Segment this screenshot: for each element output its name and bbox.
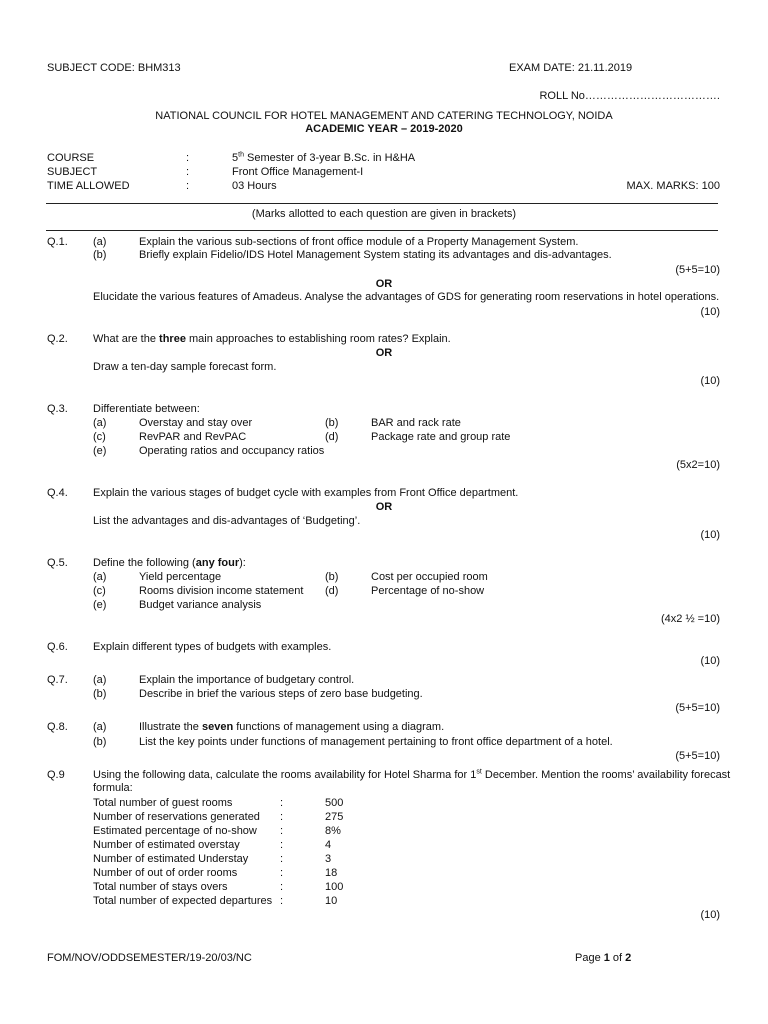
q8-b-text: List the key points under functions of management pertaining to front office department of a hotel. [139,736,613,748]
q9-number: Q.9 [47,769,65,781]
q9-row-value: 100 [325,881,344,893]
q7-marks: (5+5=10) [675,702,720,714]
q9-row-label: Total number of expected departures [93,895,273,907]
q9-row-value: 10 [325,895,338,907]
q9-row-value: 18 [325,867,338,879]
q5-d-label: (d) [325,585,339,597]
q9-row-label: Number of reservations generated [93,811,260,823]
course-sep: : [186,152,190,164]
q1-marks: (5+5=10) [675,264,720,276]
q6-marks: (10) [700,655,720,667]
q1-or: OR [375,278,393,290]
q5-e-text: Budget variance analysis [139,599,262,611]
q1-number: Q.1. [47,236,68,248]
q2-marks: (10) [700,375,720,387]
q9-row-value: 4 [325,839,332,851]
q3-marks: (5x2=10) [676,459,720,471]
q8-number: Q.8. [47,721,68,733]
q2-text: What are the three main approaches to establishing room rates? Explain. [93,333,451,345]
q9-marks: (10) [700,909,720,921]
q5-number: Q.5. [47,557,68,569]
q9-row-sep: : [280,797,284,809]
q4-number: Q.4. [47,487,68,499]
q3-number: Q.3. [47,403,68,415]
footer-code: FOM/NOV/ODDSEMESTER/19-20/03/NC [47,952,252,964]
q9-row-label: Number of estimated Understay [93,853,249,865]
q9-row-sep: : [280,825,284,837]
q3-a-label: (a) [93,417,107,429]
q4-marks: (10) [700,529,720,541]
roll-no: ROLL No………………………………. [539,90,720,102]
time-value: 03 Hours [232,180,277,192]
q9-row-value: 500 [325,797,344,809]
q9-row-label: Number of out of order rooms [93,867,238,879]
q9-row-value: 3 [325,853,332,865]
q6-text: Explain different types of budgets with examples. [93,641,332,653]
academic-year: ACADEMIC YEAR – 2019-2020 [305,123,463,135]
q9-row-sep: : [280,895,284,907]
q9-row-label: Total number of stays overs [93,881,228,893]
q1-a-label: (a) [93,236,107,248]
subject-label: SUBJECT [47,166,98,178]
divider-bottom [46,230,718,231]
q3-intro: Differentiate between: [93,403,200,415]
q4-or: OR [375,501,393,513]
q1-a-text: Explain the various sub-sections of front office module of a Property Management System. [139,236,579,248]
q5-c-label: (c) [93,585,106,597]
subject-code: SUBJECT CODE: BHM313 [47,62,181,74]
q9-row-sep: : [280,811,284,823]
q1-alt-text: Elucidate the various features of Amadeus. Analyse the advantages of GDS for generating room reservations in hotel operations. [93,291,720,303]
q9-row-sep: : [280,867,284,879]
q9-row-label: Number of estimated overstay [93,839,240,851]
q5-d-text: Percentage of no-show [371,585,485,597]
time-label: TIME ALLOWED [47,180,130,192]
q5-a-label: (a) [93,571,107,583]
q7-a-label: (a) [93,674,107,686]
q7-b-text: Describe in brief the various steps of zero base budgeting. [139,688,423,700]
q6-number: Q.6. [47,641,68,653]
q9-text: Using the following data, calculate the rooms availability for Hotel Sharma for 1st December. Mention the rooms’ availability forecast [93,768,731,781]
q2-or: OR [375,347,393,359]
q3-a-text: Overstay and stay over [139,417,253,429]
q9-row-label: Total number of guest rooms [93,797,233,809]
course-label: COURSE [47,152,95,164]
q3-b-label: (b) [325,417,339,429]
q9-row-value: 8% [325,825,341,837]
q5-b-label: (b) [325,571,339,583]
q7-b-label: (b) [93,688,107,700]
q3-e-text: Operating ratios and occupancy ratios [139,445,325,457]
q7-a-text: Explain the importance of budgetary control. [139,674,355,686]
q5-marks: (4x2 ½ =10) [660,613,720,625]
q9-row-label: Estimated percentage of no-show [93,825,257,837]
q5-a-text: Yield percentage [139,571,222,583]
divider-top [46,203,718,204]
q4-alt-text: List the advantages and dis-advantages of ‘Budgeting’. [93,515,361,527]
q1-alt-marks: (10) [700,306,720,318]
q8-marks: (5+5=10) [675,750,720,762]
q5-e-label: (e) [93,599,107,611]
q3-d-text: Package rate and group rate [371,431,511,443]
q3-d-label: (d) [325,431,339,443]
q8-a-text: Illustrate the seven functions of management using a diagram. [139,721,445,733]
page-number: Page 1 of 2 [575,952,632,964]
course-value: 5th Semester of 3-year B.Sc. in H&HA [232,151,416,164]
q5-intro: Define the following (any four): [93,557,246,569]
q7-number: Q.7. [47,674,68,686]
q9-row-sep: : [280,881,284,893]
q2-alt-text: Draw a ten-day sample forecast form. [93,361,277,373]
exam-date: EXAM DATE: 21.11.2019 [509,62,633,74]
time-sep: : [186,180,190,192]
q9-row-sep: : [280,839,284,851]
q9-text-line2: formula: [93,782,133,794]
q2-number: Q.2. [47,333,68,345]
max-marks: MAX. MARKS: 100 [626,180,720,192]
q5-c-text: Rooms division income statement [139,585,304,597]
marks-note: (Marks allotted to each question are given in brackets) [251,208,517,220]
q9-row-sep: : [280,853,284,865]
q3-e-label: (e) [93,445,107,457]
council-title: NATIONAL COUNCIL FOR HOTEL MANAGEMENT AND CATERING TECHNOLOGY, NOIDA [155,110,613,122]
q3-b-text: BAR and rack rate [371,417,461,429]
q1-b-label: (b) [93,249,107,261]
q3-c-text: RevPAR and RevPAC [139,431,247,443]
q5-b-text: Cost per occupied room [371,571,488,583]
q3-c-label: (c) [93,431,106,443]
subject-sep: : [186,166,190,178]
q1-b-text: Briefly explain Fidelio/IDS Hotel Management System stating its advantages and dis-advantages. [139,249,612,261]
subject-value: Front Office Management-I [232,166,364,178]
q8-a-label: (a) [93,721,107,733]
q4-text: Explain the various stages of budget cycle with examples from Front Office department. [93,487,519,499]
q8-b-label: (b) [93,736,107,748]
q9-row-value: 275 [325,811,344,823]
